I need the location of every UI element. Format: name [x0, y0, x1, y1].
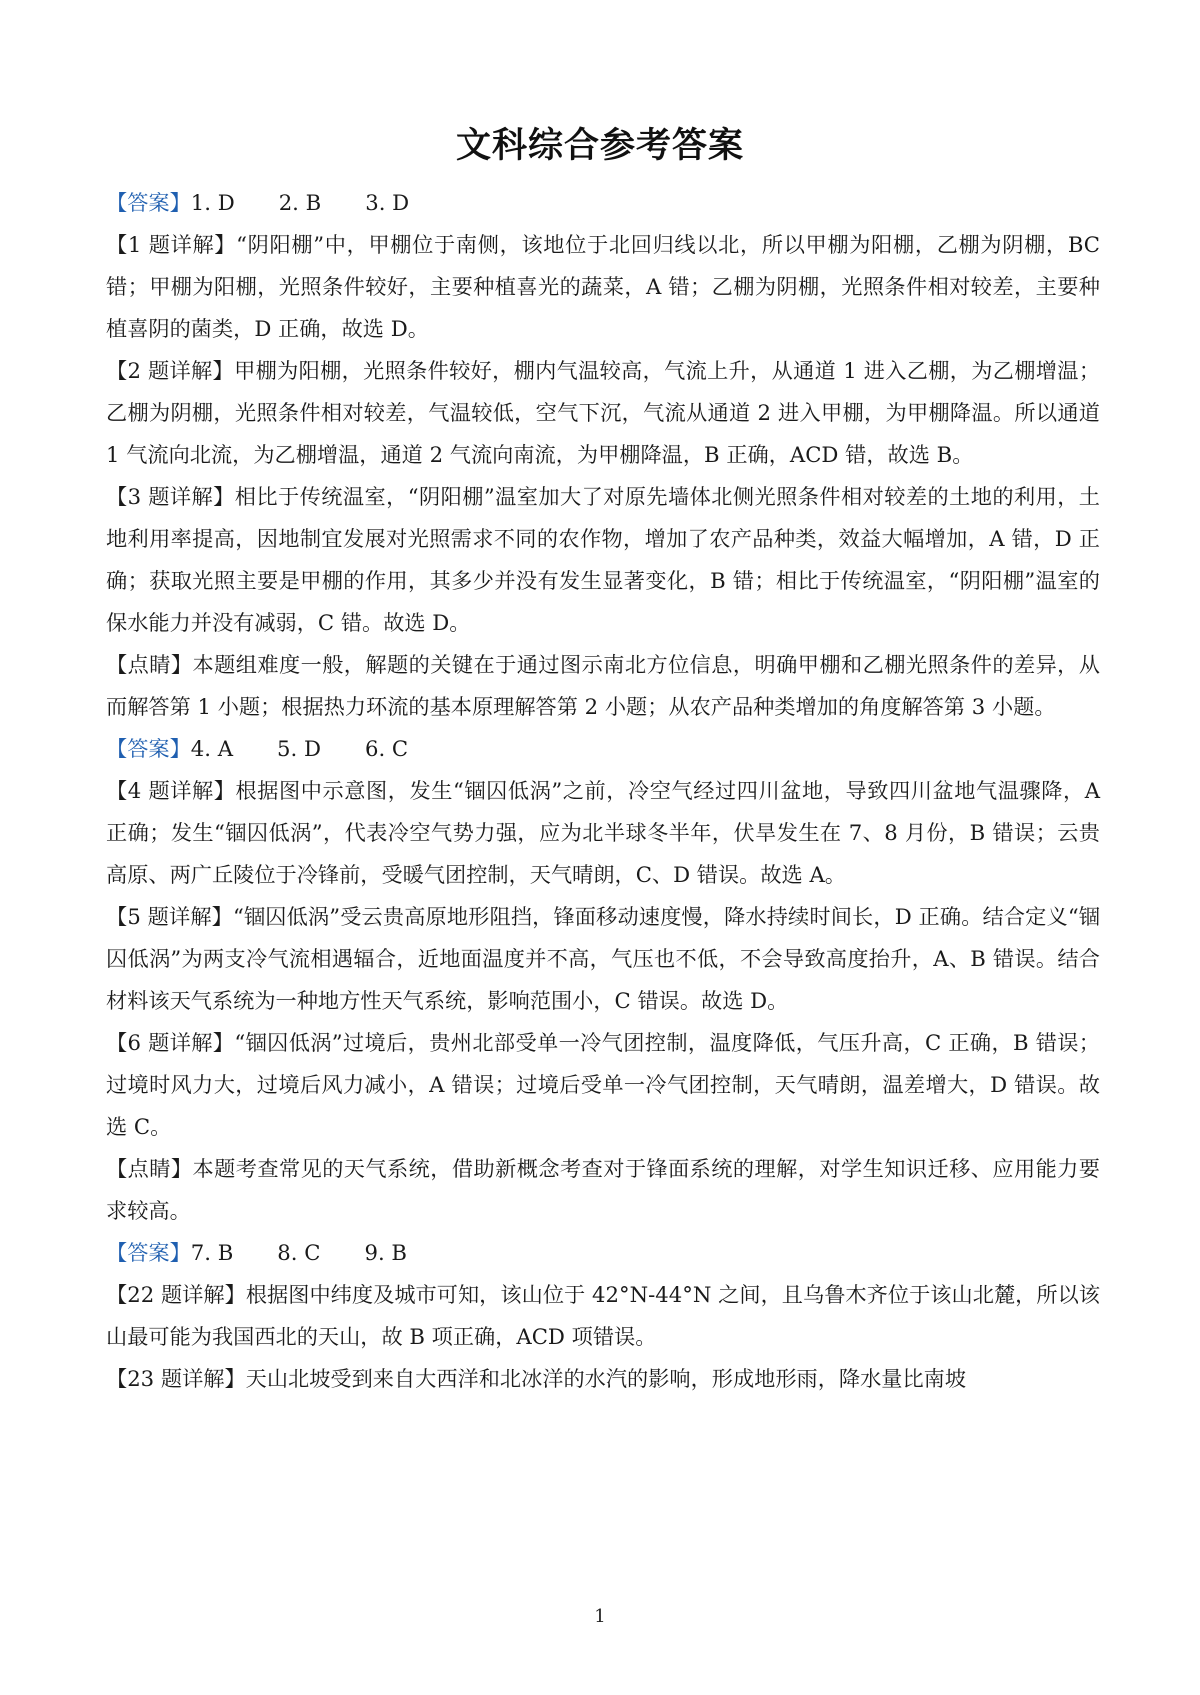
explanation-label: 【6 题详解】: [106, 1030, 235, 1055]
explanation-text: “锢囚低涡”过境后，贵州北部受单一冷气团控制，温度降低，气压升高，C 正确，B 错误；过境时风力大，过境后风力减小，A 错误；过境后受单一冷气团控制，天气晴朗，温差增大，D 错误。故选 C。: [106, 1030, 1100, 1139]
explanation-text: 天山北坡受到来自大西洋和北冰洋的水汽的影响，形成地形雨，降水量比南坡: [245, 1366, 967, 1391]
answer-item: 5. D: [277, 736, 321, 761]
answer-line-4-6: [106, 728, 1100, 770]
answer-tag: 【答案】: [106, 1240, 191, 1265]
answer-item: 1. D: [190, 190, 235, 215]
answer-tag: 【答案】: [106, 736, 191, 761]
explanation-q5: [106, 896, 1100, 1022]
answer-item: 6. C: [364, 736, 409, 761]
explanation-text: 根据图中纬度及城市可知，该山位于 42°N-44°N 之间，且乌鲁木齐位于该山北麓，所以该山最可能为我国西北的天山，故 B 项正确，ACD 项错误。: [106, 1282, 1100, 1349]
explanation-label: 【2 题详解】: [106, 358, 235, 383]
explanation-text: “锢囚低涡”受云贵高原地形阻挡，锋面移动速度慢，降水持续时间长，D 正确。结合定义“锢囚低涡”为两支冷气流相遇辐合，近地面温度并不高，气压也不低，不会导致高度抬升，A、B 错误。结合材料该天气系统为一种地方性天气系统，影响范围小，C 错误。故选 D。: [106, 904, 1100, 1013]
explanation-label: 【23 题详解】: [106, 1366, 246, 1391]
answer-item: 7. B: [190, 1240, 234, 1265]
key-point-label: 【点睛】: [106, 652, 193, 677]
explanation-text: 甲棚为阳棚，光照条件较好，棚内气温较高，气流上升，从通道 1 进入乙棚，为乙棚增温；乙棚为阴棚，光照条件相对较差，气温较低，空气下沉，气流从通道 2 进入甲棚，为甲棚降温。所以通道 1 气流向北流，为乙棚增温，通道 2 气流向南流，为甲棚降温，B 正确，ACD 错，故选 B。: [106, 358, 1101, 467]
answer-item: 2. B: [278, 190, 322, 215]
page-title: 文科综合参考答案: [455, 126, 744, 166]
answer-line-1-3: [106, 182, 1100, 224]
answer-content: [106, 182, 1100, 1400]
explanation-q3: [106, 476, 1100, 644]
explanation-label: 【3 题详解】: [106, 484, 235, 509]
key-point-text: 本题组难度一般，解题的关键在于通过图示南北方位信息，明确甲棚和乙棚光照条件的差异，从而解答第 1 小题；根据热力环流的基本原理解答第 2 小题；从农产品种类增加的角度解答第 3 小题。: [106, 652, 1100, 719]
explanation-q23: [106, 1358, 1100, 1400]
answer-item: 3. D: [365, 190, 410, 215]
key-point-1: [106, 644, 1100, 728]
explanation-q6: [106, 1022, 1100, 1148]
explanation-label: 【1 题详解】: [106, 232, 237, 257]
answer-line-7-9: [106, 1232, 1100, 1274]
explanation-q4: [106, 770, 1100, 896]
explanation-text: 根据图中示意图，发生“锢囚低涡”之前，冷空气经过四川盆地，导致四川盆地气温骤降，A 正确；发生“锢囚低涡”，代表冷空气势力强，应为北半球冬半年，伏旱发生在 7、8 月份，B 错误；云贵高原、两广丘陵位于冷锋前，受暖气团控制，天气晴朗，C、D 错误。故选 A。: [106, 778, 1100, 887]
answer-tag: 【答案】: [106, 190, 191, 215]
answer-item: 4. A: [190, 736, 234, 761]
page-number: 1: [594, 1606, 606, 1627]
explanation-q22: [106, 1274, 1100, 1358]
explanation-label: 【5 题详解】: [106, 904, 233, 929]
explanation-label: 【4 题详解】: [106, 778, 236, 803]
explanation-text: 相比于传统温室，“阴阳棚”温室加大了对原先墙体北侧光照条件相对较差的土地的利用，土地利用率提高，因地制宜发展对光照需求不同的农作物，增加了农产品种类，效益大幅增加，A 错，D 正确；获取光照主要是甲棚的作用，其多少并没有发生显著变化，B 错；相比于传统温室，“阴阳棚”温室的保水能力并没有减弱，C 错。故选 D。: [106, 484, 1100, 635]
explanation-label: 【22 题详解】: [106, 1282, 246, 1307]
explanation-text: “阴阳棚”中，甲棚位于南侧，该地位于北回归线以北，所以甲棚为阳棚，乙棚为阴棚，BC 错；甲棚为阳棚，光照条件较好，主要种植喜光的蔬菜，A 错；乙棚为阴棚，光照条件相对较差，主要种植喜阴的菌类，D 正确，故选 D。: [106, 232, 1101, 341]
key-point-2: [106, 1148, 1100, 1232]
key-point-text: 本题考查常见的天气系统，借助新概念考查对于锋面系统的理解，对学生知识迁移、应用能力要求较高。: [106, 1156, 1100, 1223]
explanation-q2: [106, 350, 1100, 476]
key-point-label: 【点睛】: [106, 1156, 193, 1181]
explanation-q1: [106, 224, 1100, 350]
answer-item: 9. B: [364, 1240, 407, 1265]
answer-item: 8. C: [277, 1240, 321, 1265]
